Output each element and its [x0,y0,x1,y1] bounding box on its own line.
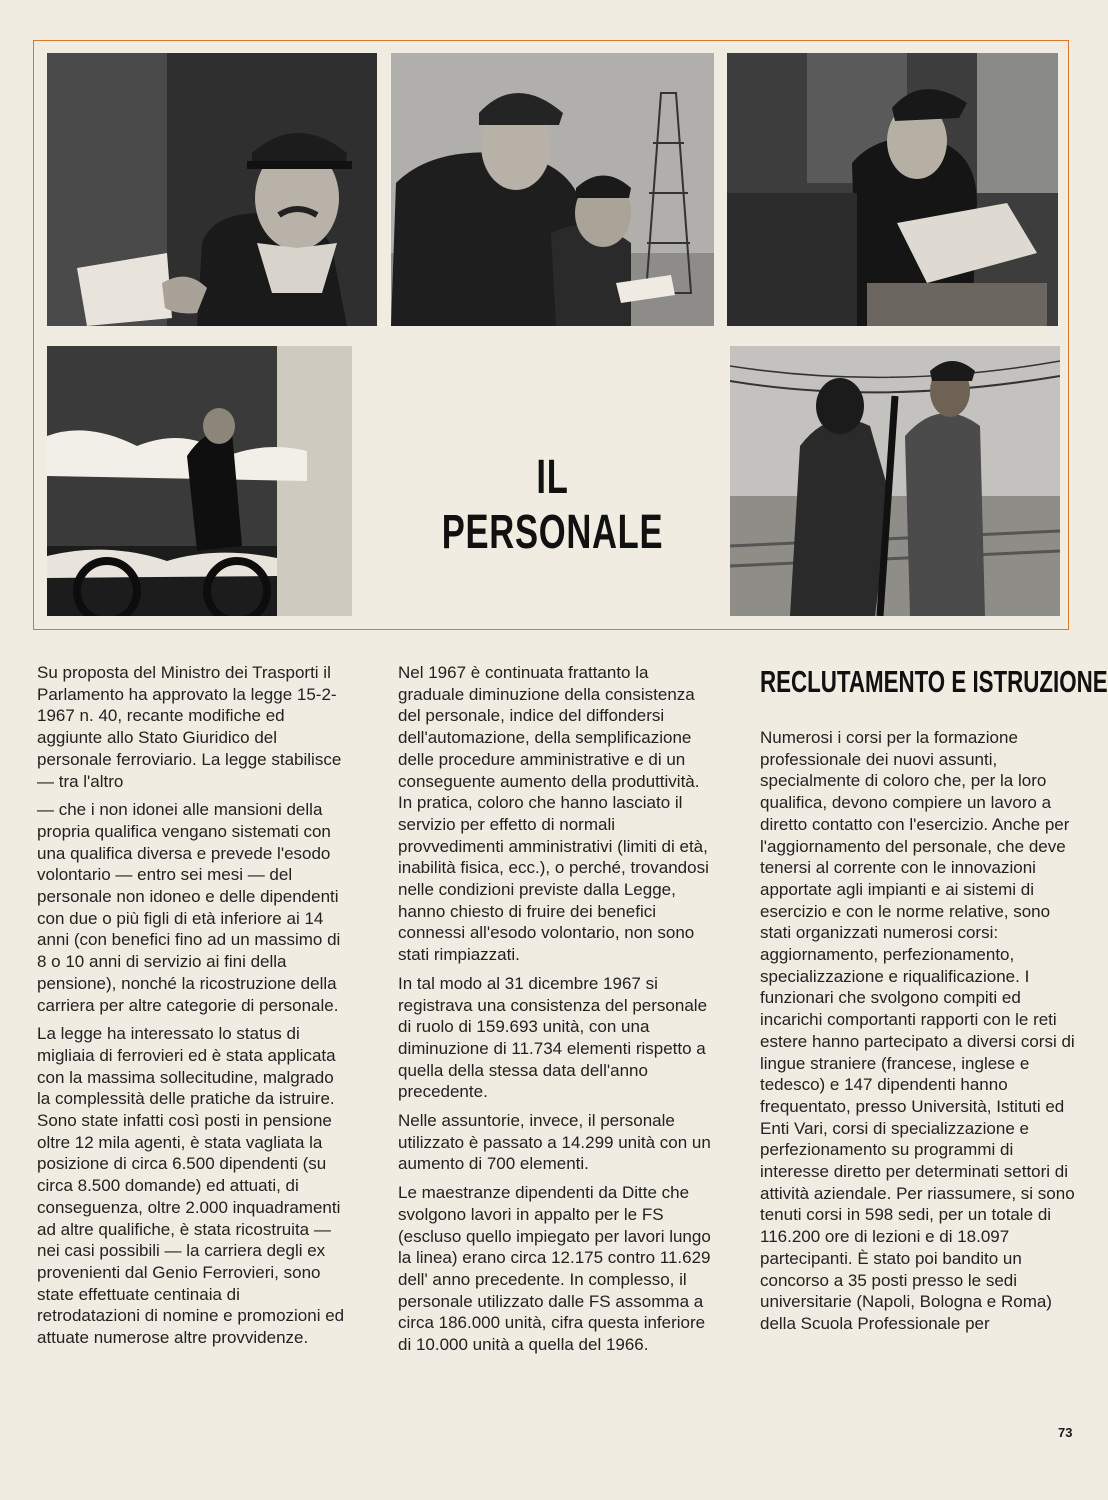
paragraph: — che i non idonei alle mansioni della propria qualifica vengano sistemati con una qualifica diversa e prevede l'esodo volontario — entro sei mesi — del personale non idoneo e delle dipendenti con due o più figli di età inferiore ai 14 anni (con benefici fino ad un massimo di 8 o 10 anni di servizio ai fini della pensione), nonché la ricostruzione della carriera per altre categorie di personale. [37,800,341,1015]
two-railwaymen-photo [391,53,714,326]
section-heading: RECLUTAMENTO E ISTRUZIONE [760,664,1108,699]
text-column-3 [760,727,1080,1342]
paragraph: Nelle assuntorie, invece, il personale utilizzato è passato a 14.299 unità con un aumento di 700 elementi. [398,1111,711,1174]
clerk-writing-photo [727,53,1058,326]
text-column-1 [37,662,347,1356]
page-title: IL PERSONALE [441,451,664,559]
paragraph: Su proposta del Ministro dei Trasporti il Parlamento ha approvato la legge 15-2-1967 n. 40, recante modifiche ed aggiunte allo Stato Giuridico del personale ferroviario. La legge stabilisce — tra l'altro [37,663,342,791]
paragraph: Nel 1967 è continuata frattanto la graduale diminuzione della consistenza del personale, indice del diffondersi dell'automazione, della semplificazione delle procedure amministrative e di un conseguente aumento della produttività. In pratica, coloro che hanno lasciato il servizio per effetto di normali provvedimenti amministrativi (limiti di età, inabilità fisica, ecc.), o perché, trovandosi nelle condizioni previste dalla Legge, hanno chiesto di fruire dei benefici connessi all'esodo volontario, non sono stati rimpiazzati. [398,663,709,965]
snowy-train-photo [47,346,352,616]
paragraph: Numerosi i corsi per la formazione professionale dei nuovi assunti, specialmente di coloro che, per la loro qualifica, devono compiere un lavoro a diretto contatto con l'esercizio. Anche per l'aggiornamento del personale, che deve tenersi al corrente con le innovazioni apportate agli impianti e ai sistemi di esercizio e con le norme relative, sono stati organizzati numerosi corsi: aggiornamento, perfezionamento, specializzazione e riqualificazione. I funzionari che svolgono compiti ed incarichi comportanti rapporti con le reti estere hanno partecipato a diversi corsi di lingue straniere (francese, inglese e tedesco) e 147 dipendenti hanno frequentato, presso Università, Istituti ed Enti Vari, corsi di specializzazione e perfezionamento su programmi di interesse diretto per determinati settori di attività aziendale. Per riassumere, si sono tenuti corsi in 598 sedi, per un totale di 116.200 ore di lezioni e di 18.097 partecipanti. È stato poi bandito un concorso a 35 posti presso le sedi universitarie (Napoli, Bologna e Roma) della Scuola Professionale per [760,728,1075,1333]
paragraph: La legge ha interessato lo status di migliaia di ferrovieri ed è stata applicata con la massima sollecitudine, malgrado la complessità delle pratiche da istruire. Sono state infatti così posti in pensione oltre 12 mila agenti, è stata vagliata la posizione di circa 6.500 dipendenti (su circa 8.500 domande) ed attuati, di conseguenza, oltre 2.000 inquadramenti ad altre qualifiche, è stata ricostruita — nei casi possibili — la carriera degli ex provenienti dal Genio Ferrovieri, sono state effettuate centinaia di retrodatazioni di nomine e promozioni ed attuate numerose altre provvidenze. [37,1024,345,1348]
conductor-reading-photo [47,53,377,326]
paragraph: In tal modo al 31 dicembre 1967 si registrava una consistenza del personale di ruolo di 159.693 unità, con una diminuzione di 11.734 elementi rispetto a quella della stessa data dell'anno precedente. [398,973,708,1102]
paragraph: Le maestranze dipendenti da Ditte che svolgono lavori in appalto per le FS (escluso quello impiegato per lavori lungo la linea) erano circa 12.175 contro 11.629 dell' anno precedente. In complesso, il personale utilizzato dalle FS assomma a circa 186.000 unità, cifra questa inferiore di 10.000 unità a quella del 1966. [398,1183,711,1355]
text-column-2 [398,662,716,1363]
track-workers-photo [730,346,1060,616]
page-number: 73 [1058,1425,1073,1440]
